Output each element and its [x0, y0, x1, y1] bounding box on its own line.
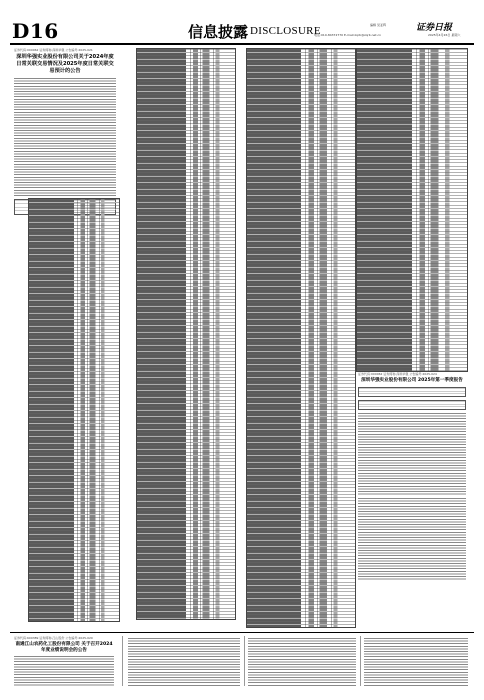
bottom-text-block — [364, 636, 468, 688]
column-divider — [360, 636, 361, 686]
section-title: 信息披露 — [188, 23, 249, 41]
announcement-column-4 — [358, 372, 466, 630]
announcement-title: 深圳华强实业股份有限公司 2025年第一季度报告 — [361, 378, 463, 383]
page-number: D16 — [12, 19, 59, 43]
announcement-meta: 证券代码:000062 证券简称:深圳华强 公告编号:2025-024 — [358, 372, 437, 376]
bottom-text-block — [248, 636, 356, 688]
editor-info: 编辑 吴亚辉 — [370, 23, 386, 27]
data-table-4 — [356, 48, 468, 372]
column-divider — [244, 636, 245, 686]
report-table — [358, 400, 466, 410]
announcement-meta: 证券代码:600389 证券简称:江山股份 公告编号:2025-020 — [14, 636, 93, 640]
bottom-announcement — [14, 636, 114, 688]
data-table-2 — [136, 48, 236, 620]
announcement-title: 深圳华强实业股份有限公司关于2024年度日常关联交易情况及2025年度日常关联交易预计的公告 — [16, 54, 114, 74]
contact-info: 电话:010-84372770 E-mail:zqrb@zqrb.net.cn — [314, 33, 382, 37]
announcement-body-text — [14, 78, 116, 196]
newspaper-logo: 证券日报 — [416, 23, 453, 33]
body-text — [128, 638, 240, 686]
column-divider — [122, 636, 123, 686]
report-table — [358, 387, 466, 397]
bottom-text-block — [128, 636, 240, 688]
announcement-body-text — [358, 413, 466, 495]
body-text — [248, 638, 356, 686]
announcement-body-text — [14, 656, 114, 686]
bottom-rule — [10, 632, 474, 633]
body-text — [364, 638, 468, 686]
data-table-1 — [28, 198, 120, 622]
section-title-en: DISCLOSURE — [250, 25, 321, 37]
data-table-3 — [246, 48, 356, 628]
masthead — [10, 20, 474, 42]
announcement-body-text — [358, 498, 466, 580]
issue-date: 2025年4月26日 星期六 — [428, 33, 461, 37]
header-rule — [10, 43, 474, 45]
announcement-meta: 证券代码:000062 证券简称:深圳华强 公告编号:2025-021 — [14, 48, 93, 52]
announcement-title: 南通江山农药化工股份有限公司 关于召开2024年度业绩说明会的公告 — [15, 642, 113, 653]
